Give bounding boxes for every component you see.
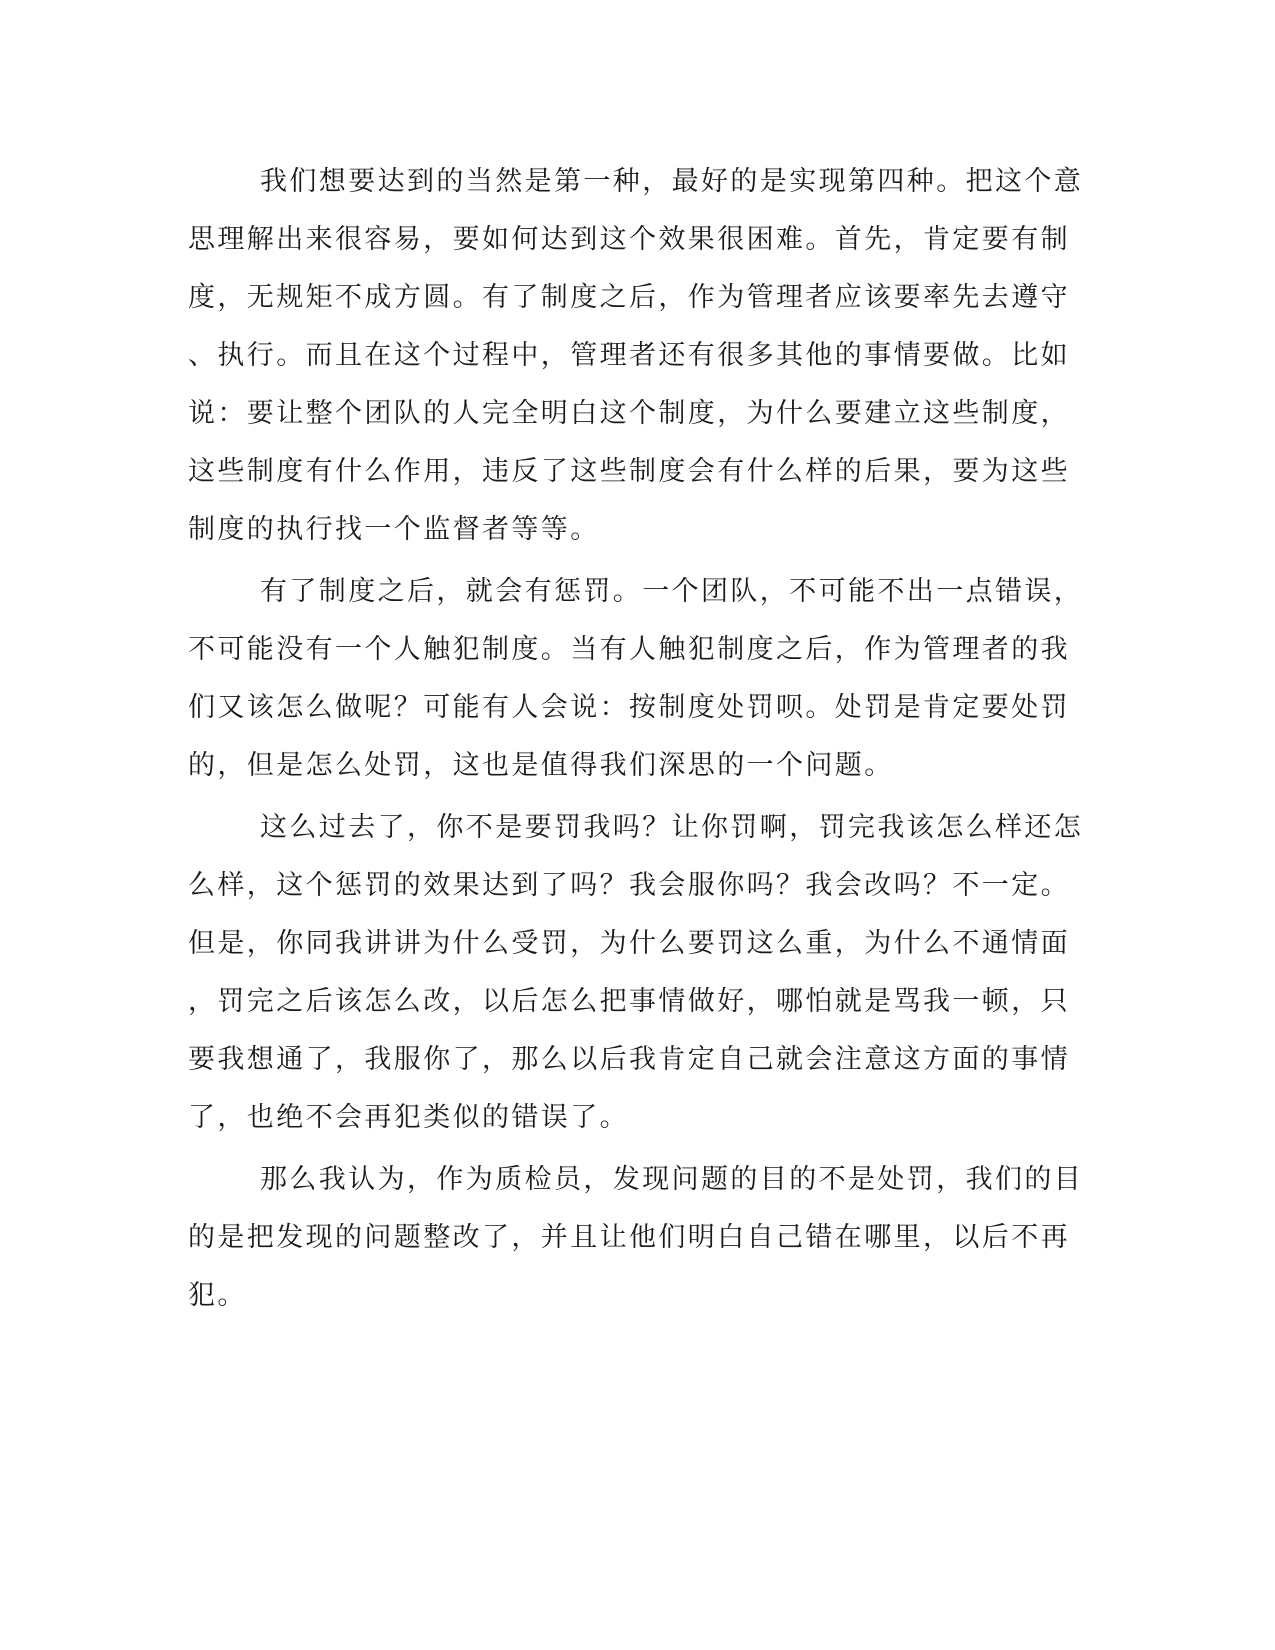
paragraph-4-line-1: 那么我认为，作为质检员，发现问题的目的不是处罚，我们的目 xyxy=(260,1164,1084,1195)
paragraph-3-line-1: 这么过去了，你不是要罚我吗？让你罚啊，罚完我该怎么样还怎 xyxy=(260,812,1084,843)
paragraph-2-line-1: 有了制度之后，就会有惩罚。一个团队，不可能不出一点错误， xyxy=(260,576,1084,607)
paragraph-1-line-4: 、执行。而且在这个过程中，管理者还有很多其他的事情要做。比如 xyxy=(188,340,1070,371)
paragraph-1-line-5: 说：要让整个团队的人完全明白这个制度，为什么要建立这些制度， xyxy=(188,398,1070,429)
paragraph-2-line-3: 们又该怎么做呢？可能有人会说：按制度处罚呗。处罚是肯定要处罚 xyxy=(188,692,1070,723)
paragraph-4-line-2: 的是把发现的问题整改了，并且让他们明白自己错在哪里，以后不再 xyxy=(188,1222,1070,1253)
paragraph-4-line-3: 犯。 xyxy=(188,1280,247,1311)
paragraph-1-line-2: 思理解出来很容易，要如何达到这个效果很困难。首先，肯定要有制 xyxy=(188,224,1070,255)
paragraph-2-line-2: 不可能没有一个人触犯制度。当有人触犯制度之后，作为管理者的我 xyxy=(188,634,1070,665)
paragraph-1-line-6: 这些制度有什么作用，违反了这些制度会有什么样的后果，要为这些 xyxy=(188,456,1070,487)
paragraph-3-line-6: 了，也绝不会再犯类似的错误了。 xyxy=(188,1102,629,1133)
paragraph-1-line-3: 度，无规矩不成方圆。有了制度之后，作为管理者应该要率先去遵守 xyxy=(188,282,1070,313)
paragraph-1-line-1: 我们想要达到的当然是第一种，最好的是实现第四种。把这个意 xyxy=(260,166,1084,197)
paragraph-1-line-7: 制度的执行找一个监督者等等。 xyxy=(188,514,600,545)
paragraph-3-line-3: 但是，你同我讲讲为什么受罚，为什么要罚这么重，为什么不通情面 xyxy=(188,928,1070,959)
paragraph-3-line-4: ，罚完之后该怎么改，以后怎么把事情做好，哪怕就是骂我一顿，只 xyxy=(188,986,1070,1017)
paragraph-3-line-2: 么样，这个惩罚的效果达到了吗？我会服你吗？我会改吗？不一定。 xyxy=(188,870,1070,901)
paragraph-3-line-5: 要我想通了，我服你了，那么以后我肯定自己就会注意这方面的事情 xyxy=(188,1044,1070,1075)
paragraph-2-line-4: 的，但是怎么处罚，这也是值得我们深思的一个问题。 xyxy=(188,750,894,781)
